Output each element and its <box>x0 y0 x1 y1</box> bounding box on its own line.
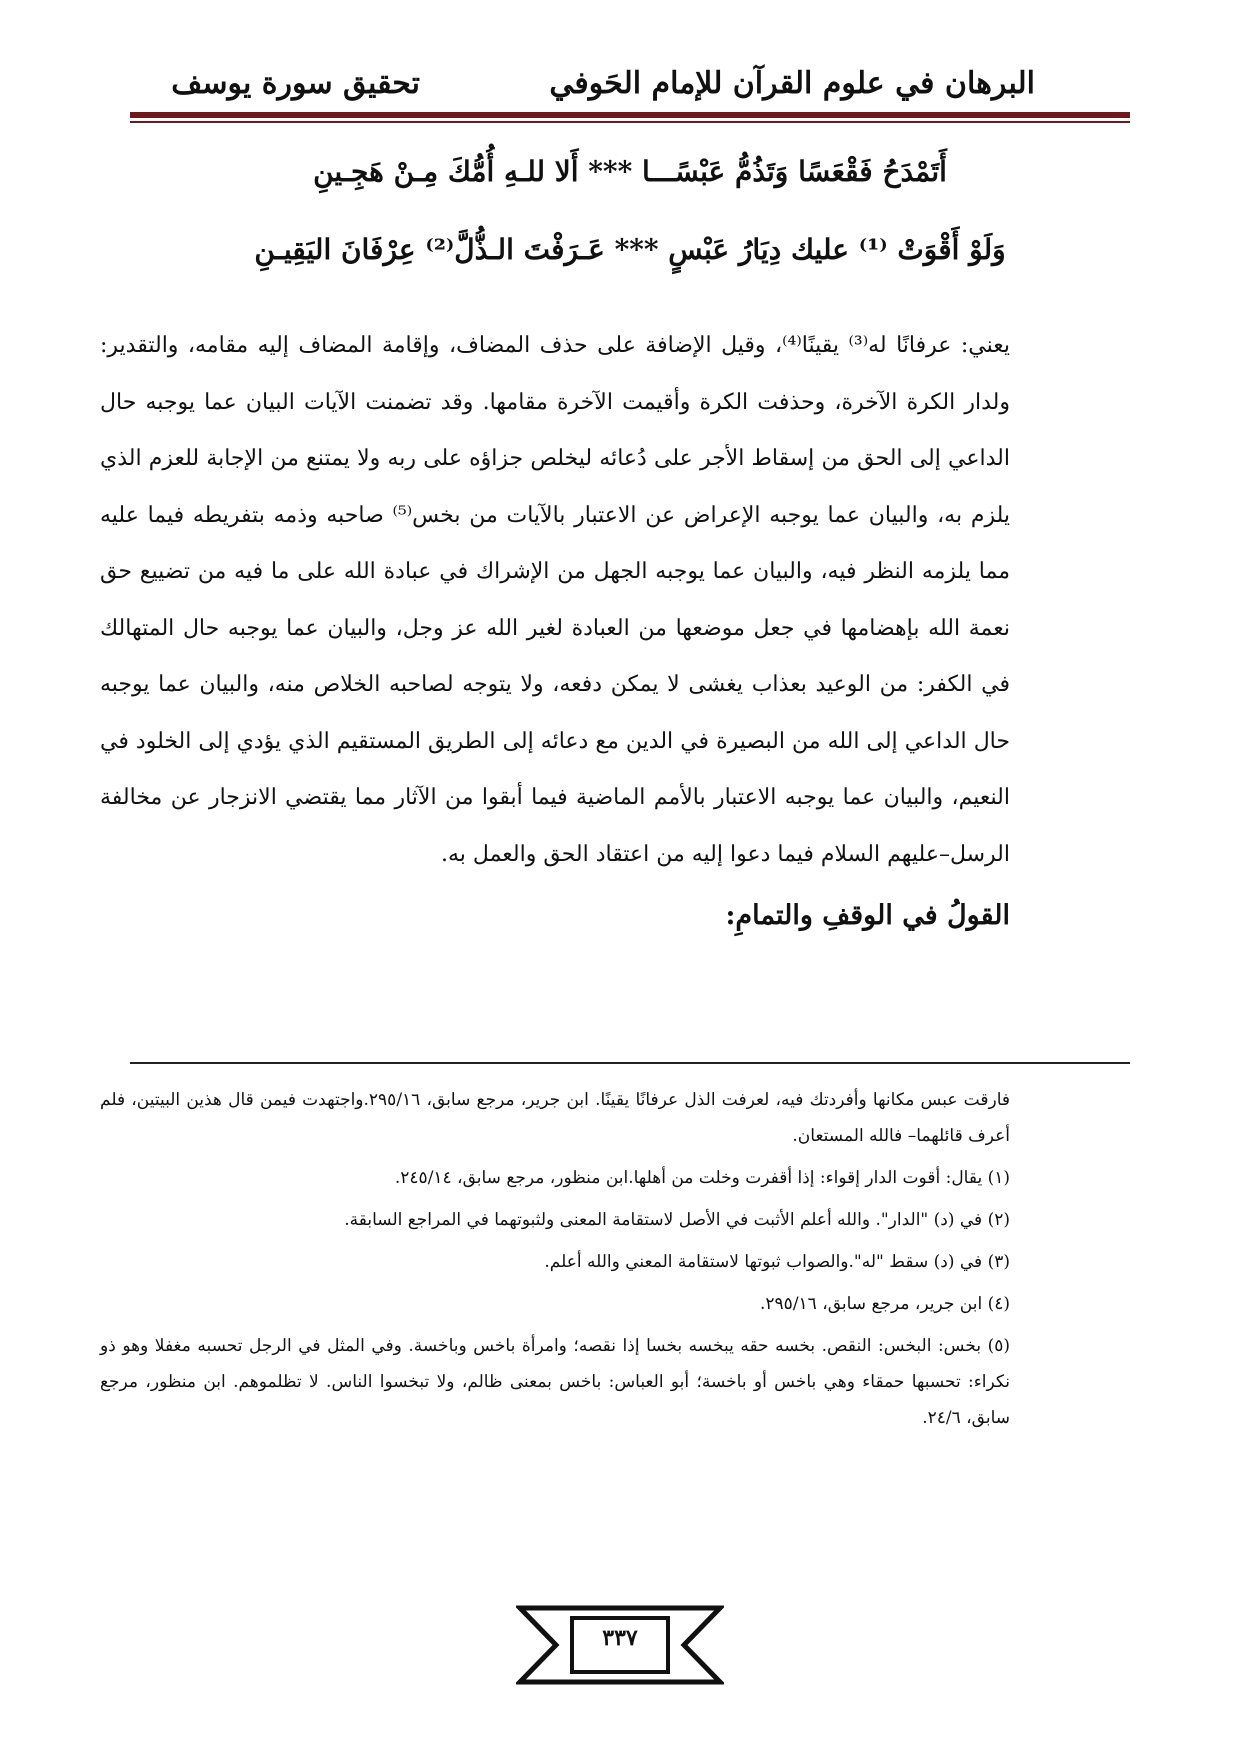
footnote-carryover: فارقت عبس مكانها وأفردتك فيه، لعرفت الذل عرفانًا يقينًا. ابن جرير، مرجع سابق، ٢٩٥/١٦.واجتهدت فيمن قال هذين البيتين، فلم أعرف قائلهما– فالله المستعان. <box>100 1090 1011 1146</box>
footnote-3: (٣) في (د) سقط "له".والصواب ثبوتها لاستقامة المعني والله أعلم. <box>544 1252 1010 1272</box>
footnote-separator <box>130 1062 1130 1064</box>
footnotes-block <box>100 1082 1010 1442</box>
running-header-book-title: البرهان في علوم القرآن للإمام الحَوفي <box>549 66 1035 101</box>
header-rule-thin <box>130 121 1130 123</box>
section-heading: القولُ في الوقفِ والتمامِ: <box>725 900 1010 931</box>
footnote-2: (٢) في (د) "الدار". والله أعلم الأثبت في الأصل لاستقامة المعنى ولثبوتهما في المراجع السابقة. <box>344 1210 1010 1230</box>
page-number: ٣٣٧ <box>602 1625 638 1651</box>
running-header-section-title: تحقيق سورة يوسف <box>171 66 420 101</box>
poetry-verse-2: وَلَوْ أَقْوَتْ ⁽¹⁾ عليك دِيَارُ عَبْسٍ *** عَـرَفْتَ الـذُّلَّ⁽²⁾ عِرْفَانَ اليَقِيـنِ <box>254 233 1006 266</box>
footnote-5: (٥) بخس: البخس: النقص. بخسه حقه يبخسه بخسا إذا نقصه؛ وامرأة باخس وباخسة. وفي المثل في الرجل تحسبه مغفلا وهو ذو نكراء: تحسبها حمقاء وهي باخس أو باخسة؛ أبو العباس: باخس بمعنى ظالم، ولا تبخسوا الناس. لا تظلموهم. ابن منظور، مرجع سابق، ٢٤/٦. <box>100 1336 1010 1428</box>
footnote-1: (١) يقال: أقوت الدار إقواء: إذا أقفرت وخلت من أهلها.ابن منظور، مرجع سابق، ٢٤٥/١٤. <box>394 1168 1010 1188</box>
footnote-4: (٤) ابن جرير، مرجع سابق، ٢٩٥/١٦. <box>760 1294 1010 1314</box>
body-paragraph: يعني: عرفانًا له⁽³⁾ يقينًا⁽⁴⁾، وقيل الإضافة على حذف المضاف، وإقامة المضاف إليه مقامه، والتقدير: ولدار الكرة الآخرة، وحذفت الكرة وأقيمت الآخرة مقامها. وقد تضمنت الآيات البيان عما يوجبه حال الداعي إلى الحق من إسقاط الأجر على دُعائه ليخلص جزاؤه على ربه ولا يمتنع من الإجابة للعزم الذي يلزم به، والبيان عما يوجبه الإعراض عن الاعتبار بالآيات من بخس⁽⁵⁾ صاحبه وذمه بتفريطه فيما عليه مما يلزمه النظر فيه، والبيان عما يوجبه الجهل من الإشراك في عبادة الله على ما فيه من تضييع حق نعمة الله بإهضامها في جعل موضعها من العبادة لغير الله عز وجل، والبيان عما يوجبه حال المتهالك في الكفر: من الوعيد بعذاب يغشى لا يمكن دفعه، ولا يتوجه لصاحبه الخلاص منه، والبيان عما يوجبه حال الداعي إلى الله من البصيرة في الدين مع دعائه إلى الطريق المستقيم الذي يؤدي إلى الخلود في النعيم، والبيان عما يوجبه الاعتبار بالأمم الماضية فيما أبقوا من الآثار مما يقتضي الانزجار عن مخالفة الرسل–عليهم السلام فيما دعوا إليه من اعتقاد الحق والعمل به. <box>100 333 1010 867</box>
header-rule-thick <box>130 112 1130 118</box>
poetry-verse-1: أَتَمْدَحُ فَقْعَسًا وَتَذُمُّ عَبْسًـــا *** أَلا للـهِ أُمُّكَ مِـنْ هَجِـينِ <box>313 155 947 188</box>
